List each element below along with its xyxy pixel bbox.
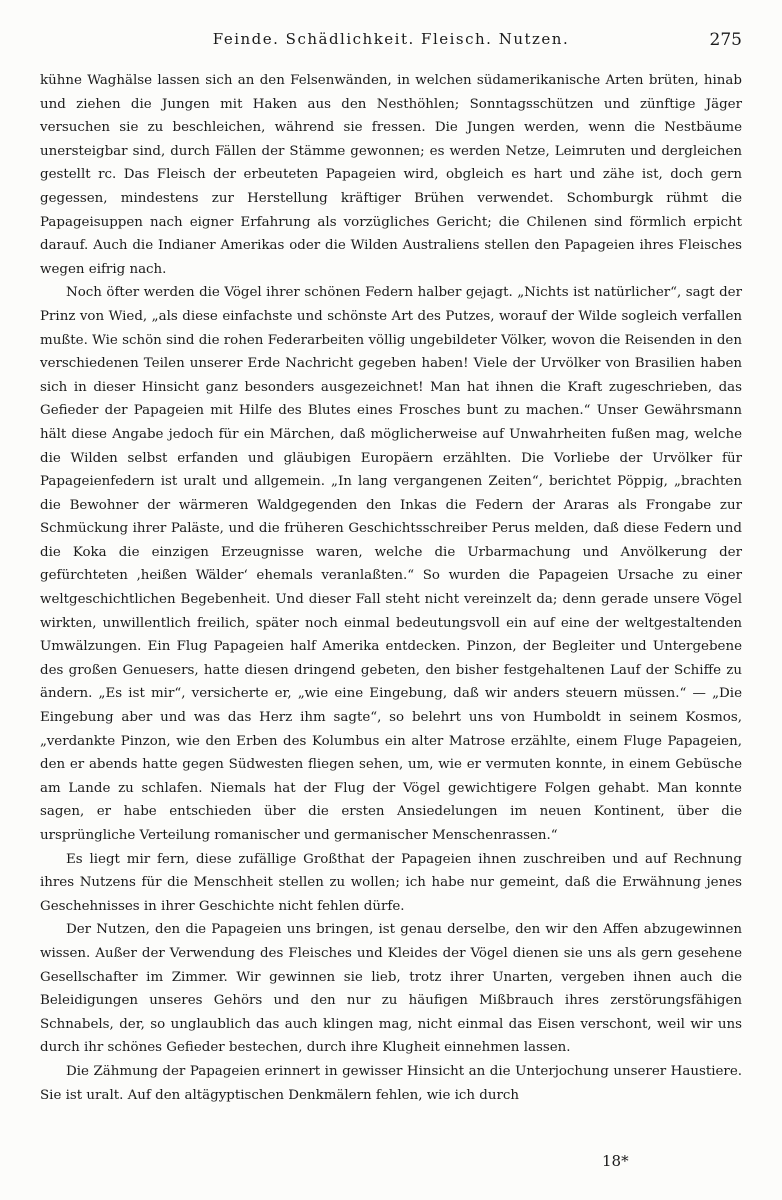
paragraph-2: Noch öfter werden die Vögel ihrer schönen Federn halber gejagt. „Nichts ist natürlicher“, sagt der Prinz von Wied, „als diese einfachste und schönste Art des Putzes, worauf der Wilde sogleich verfallen mußte. Wie schön sind die rohen Federarbeiten völlig ungebildeter Völker, wovon die Reisenden in den verschiedenen Teilen unserer Erde Nachricht gegeben haben! Viele der Urvölker von Brasilien haben sich in dieser Hinsicht ganz besonders ausgezeichnet! Man hat ihnen die Kraft zugeschrieben, das Gefieder der Papageien mit Hilfe des Blutes eines Frosches bunt zu machen.“ Unser Gewährsmann hält diese Angabe jedoch für ein Märchen, daß möglicherweise auf Unwahrheiten fußen mag, welche die Wilden selbst erfanden und gläubigen Europäern erzählten. Die Vorliebe der Urvölker für Papageienfedern ist uralt und allgemein. „In lang vergangenen Zeiten“, berichtet Pöppig, „brachten die Bewohner der wärmeren Waldgegenden den Inkas die Federn der Araras als Frongabe zur Schmückung ihrer Paläste, und die früheren Geschichtsschreiber Perus melden, daß diese Federn und die Koka die einzigen Erzeugnisse waren, welche die Urbarmachung und Anvölkerung der gefürchteten ‚heißen Wälder‘ ehemals veranlaßten.“ So wurden die Papageien Ursache zu einer weltgeschichtlichen Begebenheit. Und dieser Fall steht nicht vereinzelt da; denn gerade unsere Vögel wirkten, unwillentlich freilich, später noch einmal bedeutungsvoll ein auf eine der weltgestaltenden Umwälzungen. Ein Flug Papageien half Amerika entdecken. Pinzon, der Begleiter und Untergebene des großen Genuesers, hatte diesen dringend gebeten, den bisher festgehaltenen Lauf der Schiffe zu ändern. „Es ist mir“, versicherte er, „wie eine Eingebung, daß wir anders steuern müssen.“ — „Die Eingebung aber und was das Herz ihm sagte“, so belehrt uns von Humboldt in seinem Kosmos, „verdankte Pinzon, wie den Erben des Kolumbus ein alter Matrose erzählte, einem Fluge Papageien, den er abends hatte gegen Südwesten fliegen sehen, um, wie er vermuten konnte, in einem Gebüsche am Lande zu schlafen. Niemals hat der Flug der Vögel gewichtigere Folgen gehabt. Man konnte sagen, er habe entschieden über die ersten Ansiedelungen im neuen Kontinent, über die ursprüngliche Verteilung romanischer und germanischer Menschenrassen.“ bbox=[40, 285, 742, 843]
paragraph-5: Die Zähmung der Papageien erinnert in gewisser Hinsicht an die Unterjochung unserer Haustiere. Sie ist uralt. Auf den altägyptischen Denkmälern fehlen, wie ich durch bbox=[40, 1063, 742, 1103]
page-header bbox=[40, 30, 742, 58]
running-head: Feinde. Schädlichkeit. Fleisch. Nutzen. bbox=[212, 30, 570, 48]
signature-mark: 18* bbox=[602, 1152, 629, 1170]
page-number: 275 bbox=[709, 30, 742, 50]
body-text bbox=[40, 69, 742, 1107]
paragraph-4: Der Nutzen, den die Papageien uns bringen, ist genau derselbe, den wir den Affen abzugewinnen wissen. Außer der Verwendung des Fleisches und Kleides der Vögel dienen sie uns als gern gesehene Gesellschafter im Zimmer. Wir gewinnen sie lieb, trotz ihrer Unarten, vergeben ihnen auch die Beleidigungen unseres Gehörs und den nur zu häufigen Mißbrauch ihres zerstörungsfähigen Schnabels, der, so unglaublich das auch klingen mag, nicht einmal das Eisen verschont, weil wir uns durch ihr schönes Gefieder bestechen, durch ihre Klugheit einnehmen lassen. bbox=[40, 922, 742, 1056]
paragraph-1: kühne Waghälse lassen sich an den Felsenwänden, in welchen südamerikanische Arten brüten, hinab und ziehen die Jungen mit Haken aus den Nesthöhlen; Sonntagsschützen und zünftige Jäger versuchen sie zu beschleichen, während sie fressen. Die Jungen werden, wenn die Nestbäume unersteigbar sind, durch Fällen der Stämme gewonnen; es werden Netze, Leimruten und dergleichen gestellt rc. Das Fleisch der erbeuteten Papageien wird, obgleich es hart und zähe ist, doch gern gegessen, mindestens zur Herstellung kräftiger Brühen verwendet. Schomburgk rühmt die Papageisuppen nach eigner Erfahrung als vorzügliches Gericht; die Chilenen sind förmlich erpicht darauf. Auch die Indianer Amerikas oder die Wilden Australiens stellen den Papageien ihres Fleisches wegen eifrig nach. bbox=[40, 73, 742, 277]
paragraph-3: Es liegt mir fern, diese zufällige Großthat der Papageien ihnen zuschreiben und auf Rechnung ihres Nutzens für die Menschheit stellen zu wollen; ich habe nur gemeint, daß die Erwähnung jenes Geschehnisses in ihrer Geschichte nicht fehlen dürfe. bbox=[40, 851, 742, 914]
